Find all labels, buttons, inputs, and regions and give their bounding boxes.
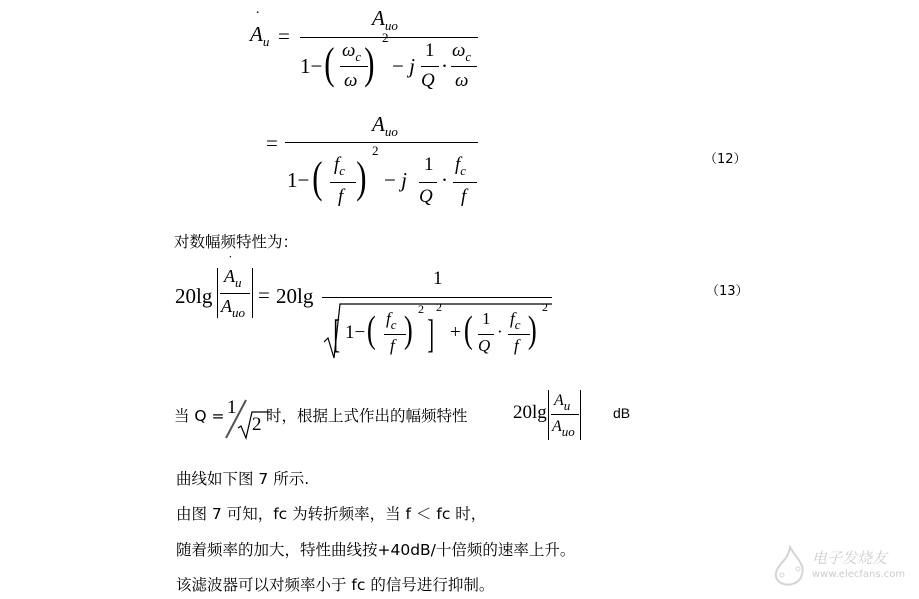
exponent: 2 [382, 30, 389, 45]
omega-c: $\omega_c$ [452, 40, 472, 64]
paragraph-line: 该滤波器可以对频率小于 fc 的信号进行抑制。 [176, 576, 495, 594]
f: f [461, 186, 467, 207]
f-c: $f_c$ [510, 309, 521, 332]
slash-and-sqrt [222, 398, 272, 440]
eq1-denominator: 1− [300, 54, 323, 78]
abs-bar [580, 390, 581, 440]
one: 1 [433, 268, 443, 289]
f: f [514, 336, 519, 355]
paren-left: ( [463, 309, 473, 351]
dot: · [441, 54, 448, 78]
equals-sign: = [266, 131, 278, 155]
A-u: $A_u$ [224, 266, 242, 290]
Q: Q [421, 70, 435, 91]
abs-bar [252, 268, 253, 318]
paragraph-line: 曲线如下图 7 所示. [176, 470, 310, 488]
one-minus: 1− [345, 322, 366, 343]
one: 1 [425, 40, 435, 61]
omega-c: $\omega_c$ [342, 40, 362, 64]
dot: · [497, 322, 503, 341]
omega: ω [455, 70, 469, 91]
f: f [390, 336, 395, 355]
fraction-bar [419, 182, 437, 183]
unit-db: dB [613, 405, 631, 421]
paren-right: ) [527, 309, 537, 351]
watermark-icon [770, 545, 810, 589]
one: 1 [227, 397, 237, 418]
fraction-bar [478, 334, 494, 335]
fraction-bar [451, 66, 477, 67]
one: 1 [424, 154, 434, 175]
twenty-lg: 20lg [276, 284, 314, 308]
equals-sign: = [258, 283, 270, 307]
bracket-right: ] [427, 311, 434, 356]
abs-bar [217, 268, 218, 318]
f-c: $f_c$ [334, 154, 346, 178]
fraction-bar [508, 334, 530, 335]
twenty-lg: 20lg [513, 402, 547, 423]
exponent: 2 [436, 300, 442, 314]
q-suffix: 时，根据上式作出的幅频特性 [266, 407, 468, 425]
eq2-numerator: $A_{uo}$ [372, 112, 398, 139]
bracket-left: [ [333, 311, 340, 356]
dot-accent: ˙ [228, 254, 233, 269]
minus-j: − j [384, 168, 407, 192]
A-u: $A_u$ [554, 392, 571, 413]
paren-right: ) [356, 153, 367, 202]
paren-left: ( [324, 39, 335, 88]
log-magnitude-label: 对数幅频特性为： [174, 233, 299, 251]
fraction-bar [300, 37, 478, 38]
omega: ω [344, 70, 358, 91]
equals-sign: = [278, 24, 290, 48]
exponent: 2 [418, 302, 424, 316]
q-prefix: 当 Q = [174, 407, 225, 425]
A-uo: $A_{uo}$ [552, 418, 575, 439]
paren-left: ( [366, 309, 376, 351]
paragraph-line: 由图 7 可知，fc 为转折频率，当 f ＜ fc 时， [176, 505, 487, 523]
equation-number-13: （13） [706, 284, 749, 299]
f: f [338, 186, 344, 207]
paren-right: ) [403, 309, 413, 351]
fraction-bar [421, 66, 439, 67]
equation-number-12: （12） [704, 152, 747, 167]
fraction-bar [453, 182, 477, 183]
fraction-bar [285, 142, 478, 143]
watermark-name: 电子发烧友 [812, 549, 888, 567]
dot-accent: ˙ [255, 9, 261, 26]
abs-bar [548, 390, 549, 440]
fraction-bar [551, 414, 579, 415]
f-c: $f_c$ [455, 154, 467, 178]
eq1-numerator: $A_{uo}$ [372, 6, 398, 33]
f-c: $f_c$ [386, 309, 397, 332]
eq2-denominator: 1− [287, 168, 310, 192]
Q: Q [419, 186, 433, 207]
one: 1 [482, 309, 491, 328]
fraction-bar [384, 334, 406, 335]
paren-right: ) [364, 39, 375, 88]
exponent: 2 [372, 143, 379, 158]
minus-j: − j [392, 54, 415, 78]
dot: · [441, 168, 448, 192]
Q: Q [478, 336, 491, 355]
fraction-bar [330, 182, 356, 183]
A-uo: $A_{uo}$ [221, 296, 245, 320]
fraction-bar [220, 293, 250, 294]
exponent: 2 [542, 300, 548, 314]
plus: + [450, 322, 461, 343]
paragraph-line: 随着频率的加大，特性曲线按+40dB/十倍频的速率上升。 [176, 541, 576, 559]
eq1-lhs: $A_u$ [250, 22, 270, 49]
two: 2 [252, 414, 262, 435]
twenty-lg: 20lg [175, 284, 213, 308]
fraction-bar [322, 297, 552, 298]
watermark-url: www.elecfans.com [812, 569, 906, 580]
paren-left: ( [312, 153, 323, 202]
